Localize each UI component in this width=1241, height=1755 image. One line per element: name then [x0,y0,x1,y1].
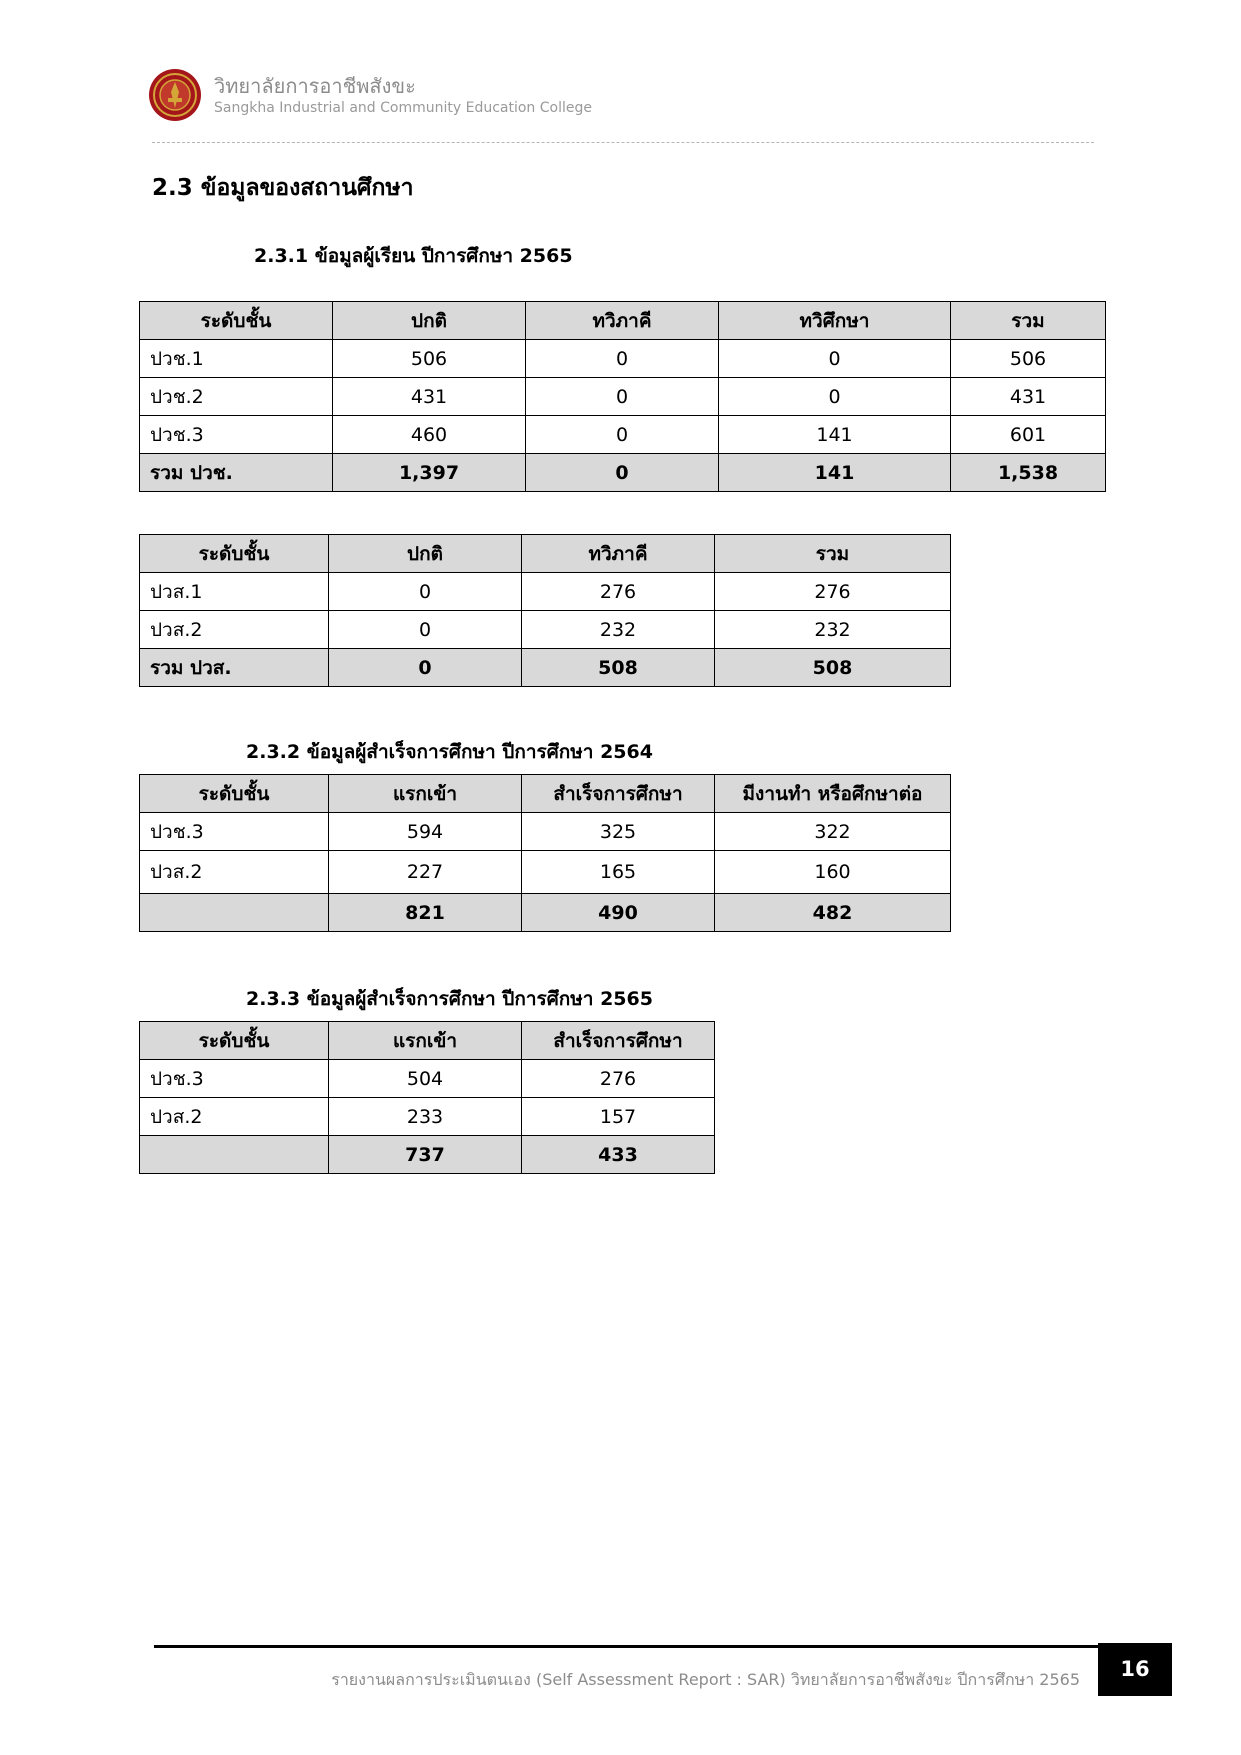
total-cell: 737 [329,1136,522,1174]
table-cell: 276 [715,573,951,611]
table-row [140,340,1106,378]
section-title: 2.3 ข้อมูลของสถานศึกษา [152,175,414,201]
table-header-row [140,1022,715,1060]
table-cell: 232 [715,611,951,649]
level-cell: ปวช.3 [140,1060,329,1098]
table-cell: 0 [719,340,951,378]
table-cell: 504 [329,1060,522,1098]
table-total-row [140,894,951,932]
total-cell: 821 [329,894,522,932]
table-total-row [140,454,1106,492]
table-cell: 157 [522,1098,715,1136]
page-number: 16 [1098,1643,1172,1696]
total-cell: 1,397 [333,454,526,492]
table-row [140,416,1106,454]
subsection-title-2-3-1: 2.3.1 ข้อมูลผู้เรียน ปีการศึกษา 2565 [254,245,573,267]
column-header: ทวิภาคี [526,302,719,340]
column-header: รวม [951,302,1106,340]
table-cell: 0 [719,378,951,416]
college-name-thai: วิทยาลัยการอาชีพสังขะ [214,74,416,98]
total-cell: 1,538 [951,454,1106,492]
column-header: สำเร็จการศึกษา [522,1022,715,1060]
table-row [140,378,1106,416]
column-header: แรกเข้า [329,775,522,813]
table-cell: 0 [329,573,522,611]
table-total-row [140,1136,715,1174]
graduate-table-2565 [139,1021,715,1174]
college-name-english: Sangkha Industrial and Community Education College [214,100,592,116]
total-label-cell: รวม ปวส. [140,649,329,687]
level-cell: ปวช.3 [140,813,329,851]
subsection-title-2-3-3: 2.3.3 ข้อมูลผู้สำเร็จการศึกษา ปีการศึกษา 2565 [246,988,653,1010]
table-row [140,1060,715,1098]
column-header: ระดับชั้น [140,535,329,573]
student-table-vocational-certificate [139,301,1106,492]
total-cell: 508 [522,649,715,687]
total-label-cell: รวม ปวช. [140,454,333,492]
student-table-high-vocational-certificate [139,534,951,687]
table-cell: 431 [951,378,1106,416]
level-cell: ปวช.1 [140,340,333,378]
level-cell: ปวส.2 [140,851,329,894]
column-header: ทวิศึกษา [719,302,951,340]
table-row [140,813,951,851]
table-cell: 506 [333,340,526,378]
college-logo [148,68,202,122]
table-cell: 460 [333,416,526,454]
table-cell: 227 [329,851,522,894]
table-cell: 322 [715,813,951,851]
table-cell: 276 [522,1060,715,1098]
level-cell: ปวช.3 [140,416,333,454]
header-divider [152,142,1094,143]
document-header [148,68,592,122]
footer-report-title: รายงานผลการประเมินตนเอง (Self Assessment Report : SAR) วิทยาลัยการอาชีพสังขะ ปีการศึกษา 2565 [331,1670,1080,1689]
total-cell: 0 [329,649,522,687]
total-cell: 490 [522,894,715,932]
total-label-cell [140,1136,329,1174]
table-header-row [140,535,951,573]
column-header: แรกเข้า [329,1022,522,1060]
total-cell: 482 [715,894,951,932]
level-cell: ปวช.2 [140,378,333,416]
table-cell: 431 [333,378,526,416]
table-cell: 506 [951,340,1106,378]
table-total-row [140,649,951,687]
total-label-cell [140,894,329,932]
column-header: ระดับชั้น [140,302,333,340]
column-header: ทวิภาคี [522,535,715,573]
table-cell: 165 [522,851,715,894]
level-cell: ปวส.2 [140,1098,329,1136]
table-cell: 232 [522,611,715,649]
table-row [140,573,951,611]
table-row [140,851,951,894]
column-header: ระดับชั้น [140,775,329,813]
column-header: รวม [715,535,951,573]
table-cell: 0 [526,340,719,378]
level-cell: ปวส.1 [140,573,329,611]
table-cell: 0 [526,416,719,454]
column-header: มีงานทำ หรือศึกษาต่อ [715,775,951,813]
table-header-row [140,302,1106,340]
total-cell: 0 [526,454,719,492]
subsection-title-2-3-2: 2.3.2 ข้อมูลผู้สำเร็จการศึกษา ปีการศึกษา 2564 [246,741,653,763]
table-cell: 594 [329,813,522,851]
level-cell: ปวส.2 [140,611,329,649]
table-cell: 160 [715,851,951,894]
table-cell: 141 [719,416,951,454]
graduate-table-2564 [139,774,951,932]
column-header: ปกติ [329,535,522,573]
column-header: ปกติ [333,302,526,340]
table-cell: 601 [951,416,1106,454]
table-cell: 276 [522,573,715,611]
table-cell: 233 [329,1098,522,1136]
table-cell: 325 [522,813,715,851]
table-header-row [140,775,951,813]
footer-divider [154,1645,1098,1648]
column-header: สำเร็จการศึกษา [522,775,715,813]
table-row [140,1098,715,1136]
total-cell: 508 [715,649,951,687]
table-row [140,611,951,649]
table-cell: 0 [526,378,719,416]
total-cell: 141 [719,454,951,492]
column-header: ระดับชั้น [140,1022,329,1060]
table-cell: 0 [329,611,522,649]
total-cell: 433 [522,1136,715,1174]
